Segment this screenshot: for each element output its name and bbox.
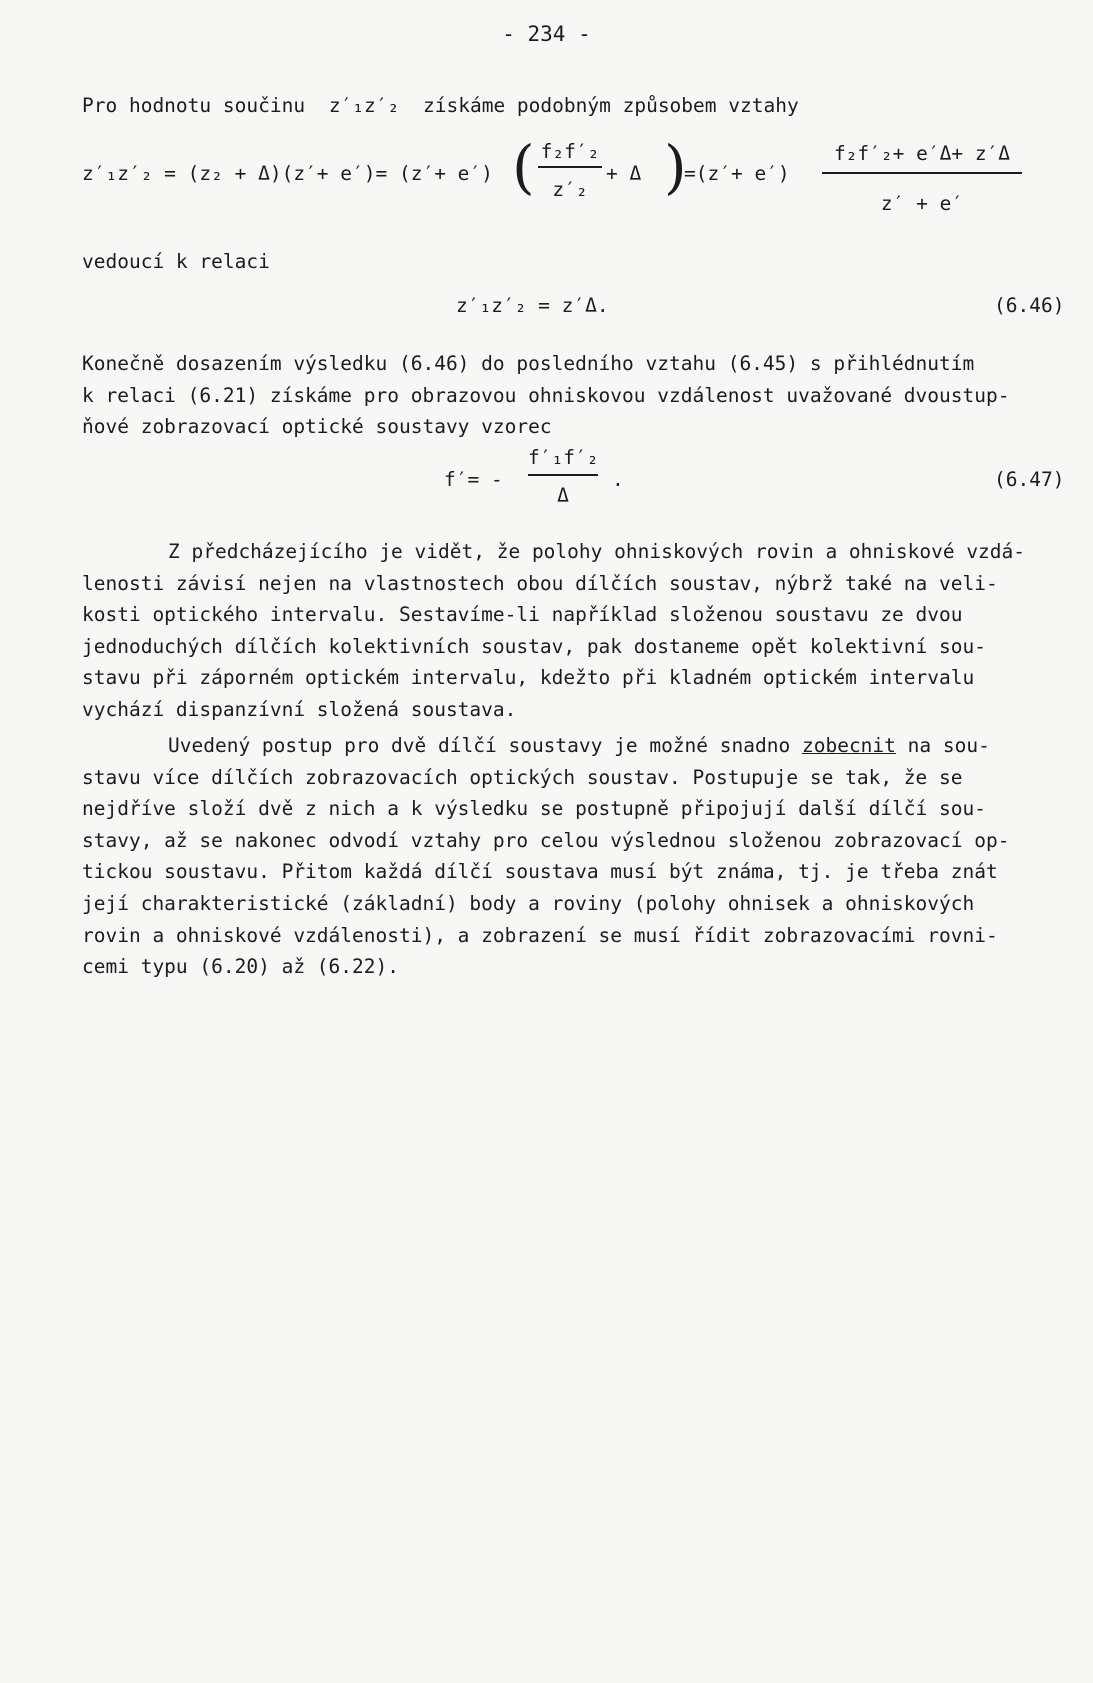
eq-646-number: (6.46) [994,294,1065,317]
eq-main-close-paren: ) [664,133,687,201]
intro-text-before: Pro hodnotu součinu [82,94,306,117]
paragraph-3-line: tickou soustavu. Přitom každá dílčí soustava musí být známa, tj. je třeba znát [82,860,998,884]
eq-main-inner-num: f₂f′₂ [540,140,600,163]
eq-647-num: f′₁f′₂ [528,446,599,469]
eq-main-inner-plus: + Δ [606,162,642,185]
paragraph-1 [82,348,1062,443]
eq-646-expr: z′₁z′₂ = z′Δ. [456,294,609,317]
paragraph-2 [82,536,1062,726]
intro-text-after: získáme podobným způsobem vztahy [423,94,799,117]
page-number: - 234 - [502,22,591,46]
eq-main-lhs: z′₁z′₂ = (z₂ + Δ)(z′+ e′)= (z′+ e′) [82,162,493,185]
eq-main-frac-den: z′ + e′ [880,192,964,215]
eq-main-eq2: =(z′+ e′) [684,162,790,185]
eq-main-frac-bar [822,172,1022,174]
eq-647-den: Δ [557,484,569,507]
eq-main-frac-num: f₂f′₂+ e′Δ+ z′Δ [833,142,1011,165]
paragraph-3-line: její charakteristické (základní) body a roviny (polohy ohnisek a ohniskových [82,891,975,915]
paragraph-2-line: lenosti závisí nejen na vlastnostech obou dílčích soustav, nýbrž také na veli- [82,571,998,595]
paragraph-3-line: stavu více dílčích zobrazovacích optických soustav. Postupuje se tak, že se [82,765,963,789]
paragraph-3-line: cemi typu (6.20) až (6.22). [82,955,399,979]
paragraph-1-line: Konečně dosazením výsledku (6.46) do posledního vztahu (6.45) s přihlédnutím [82,352,975,375]
intro-line [82,94,799,117]
paragraph-1-line: ňové zobrazovací optické soustavy vzorec [82,415,552,439]
paragraph-1-line: k relaci (6.21) získáme pro obrazovou ohniskovou vzdálenost uvažované dvoustup- [82,383,1010,407]
paragraph-3-line1-after: na sou- [907,734,990,757]
paragraph-3-line: rovin a ohniskové vzdálenosti), a zobrazení se musí řídit zobrazovacími rovni- [82,923,998,947]
paragraph-2-line: Z předcházejícího je vidět, že polohy ohniskových rovin a ohniskové vzdá- [168,540,1026,563]
paragraph-2-line: vychází dispanzívní složená soustava. [82,697,517,721]
intro-product: z′₁z′₂ [328,94,400,117]
eq-647-bar [528,474,598,476]
paragraph-3-line: stavy, až se nakonec odvodí vztahy pro celou výslednou složenou zobrazovací op- [82,828,1010,852]
eq-647-lhs: f′= - [444,468,503,491]
paragraph-3-line1-before: Uvedený postup pro dvě dílčí soustavy je možné snadno [168,734,791,757]
paragraph-2-line: stavu při záporném optickém intervalu, kdežto při kladném optickém intervalu [82,666,975,690]
eq-647-number: (6.47) [994,468,1065,491]
paragraph-3 [82,730,1062,983]
eq-main-inner-den: z′₂ [552,178,588,201]
eq-647-dot: . [612,468,624,491]
eq-main-open-paren: ( [512,133,535,201]
paragraph-2-line: jednoduchých dílčích kolektivních soustav, pak dostaneme opět kolektivní sou- [82,634,986,658]
eq-main-inner-bar [538,166,602,168]
underlined-word: zobecnit [801,734,896,757]
paragraph-3-line [82,730,1062,762]
leadin-text: vedoucí k relaci [82,250,270,273]
paragraph-2-line: kosti optického intervalu. Sestavíme-li například složenou soustavu ze dvou [82,603,963,627]
paragraph-3-line: nejdříve složí dvě z nich a k výsledku se postupně připojují další dílčí sou- [82,797,986,821]
